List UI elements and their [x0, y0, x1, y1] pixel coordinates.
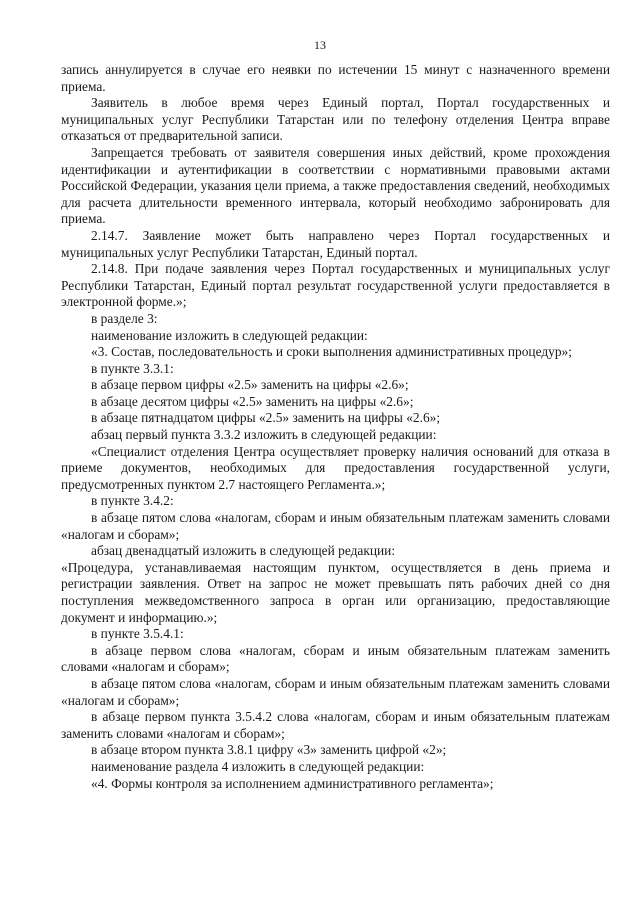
paragraph: в пункте 3.3.1:: [91, 360, 174, 376]
paragraph: в абзаце первом слова «налогам, сборам и иным обязательным платежам заменить словами «налогам и сборам»;: [61, 642, 610, 675]
paragraph: в абзаце пятнадцатом цифры «2.5» заменить на цифры «2.6»;: [91, 410, 441, 426]
paragraph: абзац первый пункта 3.3.2 изложить в следующей редакции:: [91, 427, 437, 443]
paragraph: запись аннулируется в случае его неявки по истечении 15 минут с назначенного времени приема.: [61, 62, 610, 94]
paragraph: «Специалист отделения Центра осуществляет проверку наличия оснований для отказа в приеме документов, необходимых для предоставления государственной услуги, предусмотренных пунктом 2.7 настоящего Регламента.»;: [61, 443, 610, 492]
paragraph: в абзаце первом пункта 3.5.4.2 слова «налогам, сборам и иным обязательным платежам заменить словами «налогам и сборам»;: [61, 709, 610, 741]
paragraph: в абзаце первом цифры «2.5» заменить на цифры «2.6»;: [91, 377, 409, 393]
paragraph: в пункте 3.5.4.1:: [91, 626, 184, 642]
paragraph: Заявитель в любое время через Единый портал, Портал государственных и муниципальных услуг Республики Татарстан или по телефону отделения Центра вправе отказаться от предварительной записи.: [61, 95, 610, 144]
paragraph: абзац двенадцатый изложить в следующей редакции:: [91, 543, 396, 559]
paragraph: в абзаце втором пункта 3.8.1 цифру «3» заменить цифрой «2»;: [91, 742, 447, 758]
paragraph: «4. Формы контроля за исполнением административного регламента»;: [91, 775, 494, 791]
paragraph: наименование изложить в следующей редакции:: [91, 327, 368, 343]
paragraph: Запрещается требовать от заявителя совершения иных действий, кроме прохождения идентификации и аутентификации в соответствии с нормативными правовыми актами Российской Федерации, указания цели приема, а также предоставления сведений, необходимых для расчета длительности временного интервала, который необходимо забронировать для приема.: [61, 144, 610, 227]
paragraph: в пункте 3.4.2:: [91, 493, 174, 509]
paragraph: «3. Состав, последовательность и сроки выполнения административных процедур»;: [91, 344, 572, 360]
paragraph: в абзаце пятом слова «налогам, сборам и иным обязательным платежам заменить словами «налогам и сборам»;: [61, 510, 610, 542]
document-body: [61, 62, 610, 792]
paragraph: в разделе 3:: [91, 310, 158, 326]
paragraph: «Процедура, устанавливаемая настоящим пунктом, осуществляется в день приема и регистрации заявления. Ответ на запрос не может превышать пять рабочих дней со дня поступления межведомственного запроса в орган или организацию, предоставляющие документ и информацию.»;: [61, 559, 610, 625]
page-number: 13: [314, 38, 326, 52]
paragraph: в абзаце пятом слова «налогам, сборам и иным обязательным платежам заменить словами «налогам и сборам»;: [61, 675, 610, 708]
paragraph: наименование раздела 4 изложить в следующей редакции:: [91, 758, 425, 774]
paragraph: 2.14.7. Заявление может быть направлено через Портал государственных и муниципальных услуг Республики Татарстан, Единый портал.: [61, 227, 610, 260]
paragraph: 2.14.8. При подаче заявления через Портал государственных и муниципальных услуг Республики Татарстан, Единый портал результат государственной услуги предоставляется в электронной форме.»;: [61, 261, 610, 310]
paragraph: в абзаце десятом цифры «2.5» заменить на цифры «2.6»;: [91, 393, 414, 409]
